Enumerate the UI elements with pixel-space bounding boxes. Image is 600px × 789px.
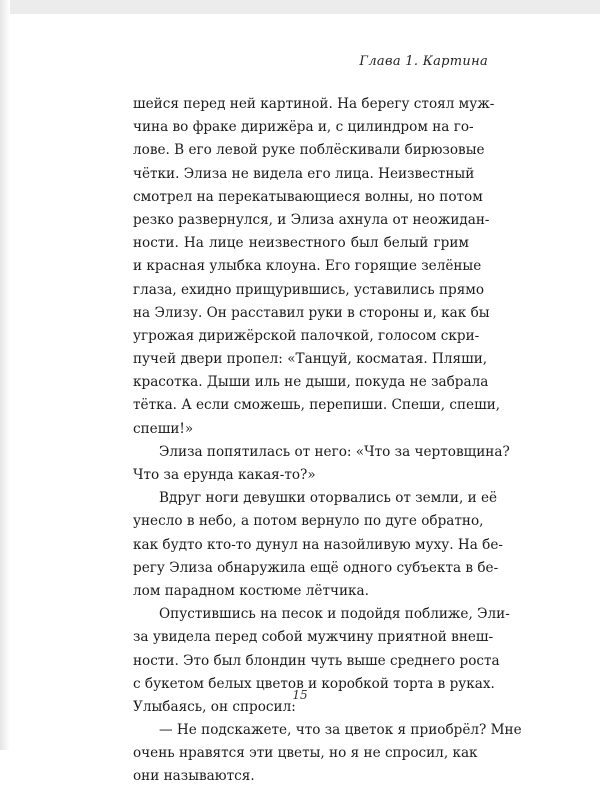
text-line: чётки. Элиза не видела его лица. Неизвестный (133, 165, 475, 182)
text-line: угрожая дирижёрской палочкой, голосом скри- (133, 327, 480, 344)
page-top-edge (0, 0, 600, 14)
text-line: они называются. (133, 768, 255, 785)
text-line: чина во фраке дирижёра и, с цилиндром на го- (133, 119, 474, 136)
body-text (133, 93, 522, 789)
text-line: Улыбаясь, он спросил: (133, 698, 296, 715)
text-line: тётка. А если сможешь, перепиши. Спеши, спеши, (133, 397, 501, 414)
text-line: — Не подскажете, что за цветок я приобрёл? Мне (159, 722, 522, 739)
text-line: Опустившись на песок и подойдя поближе, Эли- (159, 606, 510, 623)
text-line: пучей двери пропел: «Танцуй, косматая. Пляши, (133, 351, 488, 368)
page-number: 15 (292, 688, 308, 702)
text-line: очень нравятся эти цветы, но я не спросил, как (133, 745, 478, 762)
text-line: ности. На лице неизвестного был белый грим (133, 235, 469, 252)
text-line: унесло в небо, а потом вернуло по дуге обратно, (133, 513, 484, 530)
text-line: резко развернулся, и Элиза ахнула от неожидан- (133, 211, 490, 228)
text-line: на Элизу. Он расставил руки в стороны и, как бы (133, 304, 490, 321)
text-line: смотрел на перекатывающиеся волны, но потом (133, 188, 483, 205)
running-head: Глава 1. Картина (359, 54, 488, 69)
text-line: за увидела перед собой мужчину приятной внеш- (133, 629, 494, 646)
spine-shadow (0, 0, 10, 750)
text-line: Элиза попятилась от него: «Что за чертовщина? (159, 443, 510, 460)
text-line: Что за ерунда какая-то?» (133, 467, 316, 483)
text-line: лове. В его левой руке поблёскивали бирюзовые (133, 142, 485, 159)
text-line: лом парадном костюме лётчика. (133, 582, 369, 599)
text-line: глаза, ехидно прищурившись, уставились прямо (133, 281, 485, 298)
text-line: Вдруг ноги девушки оторвались от земли, и её (159, 490, 498, 507)
text-line: регу Элиза обнаружила ещё одного субъекта в бе- (133, 559, 499, 576)
text-line: ности. Это был блондин чуть выше среднего роста (133, 652, 500, 669)
text-line: и красная улыбка клоуна. Его горящие зелёные (133, 258, 482, 275)
text-line: шейся перед ней картиной. На берегу стоял муж- (133, 96, 495, 112)
text-line: красотка. Дыши иль не дыши, покуда не забрала (133, 374, 489, 391)
text-line: спеши!» (133, 420, 194, 437)
text-line: с букетом белых цветов и коробкой торта в руках. (133, 675, 495, 692)
text-line: как будто кто-то дунул на назойливую муху. На бе- (133, 536, 503, 553)
